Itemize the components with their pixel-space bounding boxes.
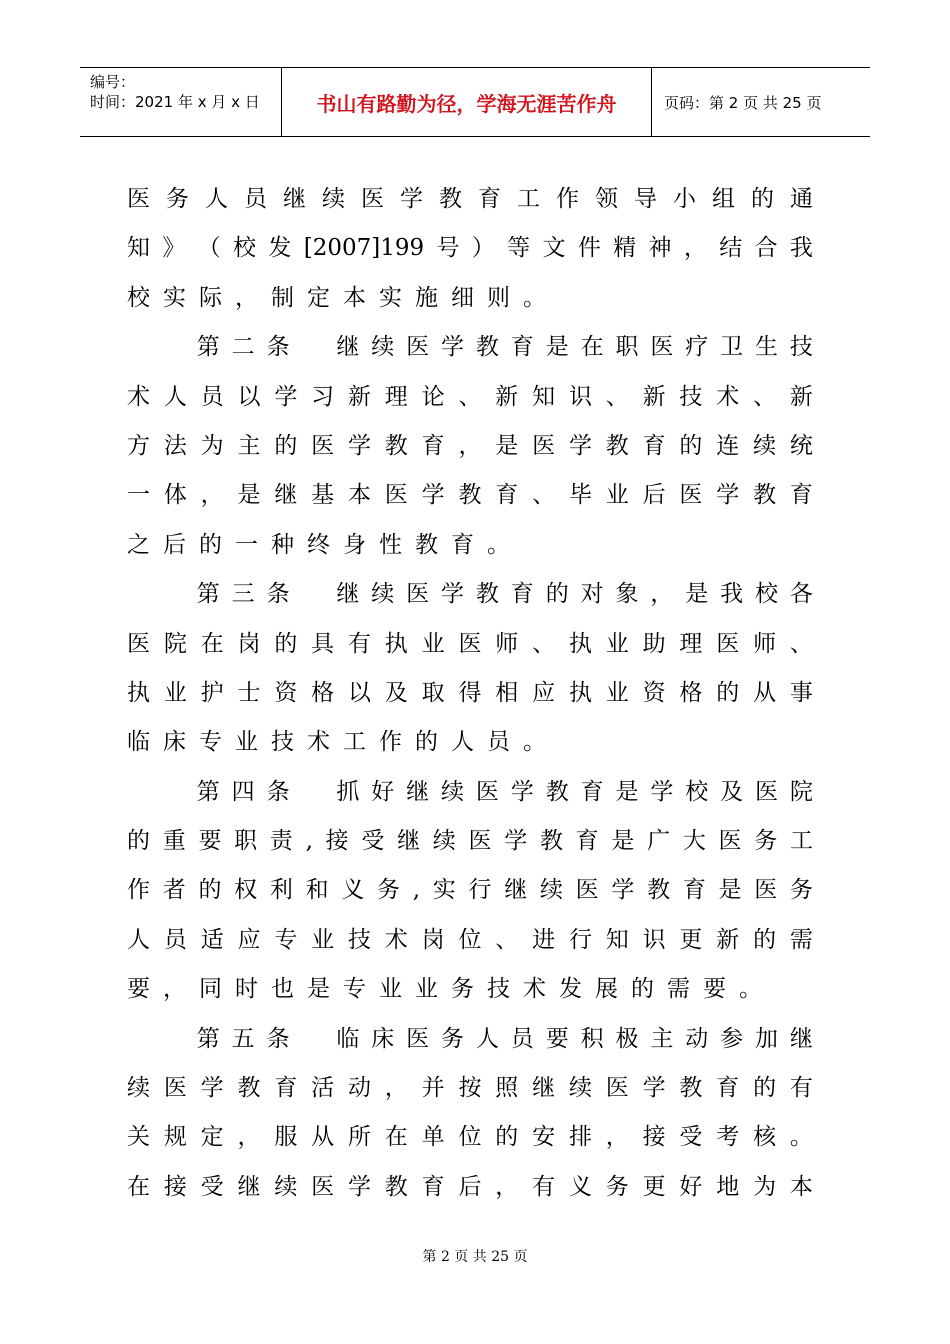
document-header — [80, 67, 870, 137]
body-line: 第 三 条 继 续 医 学 教 育 的 对 象 ， 是 我 校 各 — [196, 581, 813, 608]
body-line: 术 人 员 以 学 习 新 理 论 、 新 知 识 、 新 技 术 、 新 — [127, 383, 813, 410]
body-line: 关 规 定 ， 服 从 所 在 单 位 的 安 排 ， 接 受 考 核 。 — [127, 1124, 813, 1151]
body-line: 执 业 护 士 资 格 以 及 取 得 相 应 执 业 资 格 的 从 事 — [127, 679, 813, 706]
body-line: 一 体 ， 是 继 基 本 医 学 教 育 、 毕 业 后 医 学 教 育 — [127, 482, 813, 509]
document-body — [127, 175, 813, 1212]
time-label: 时间：2021 年 x 月 x 日 — [90, 93, 260, 111]
body-line: 作 者 的 权 利 和 义 务 , 实 行 继 续 医 学 教 育 是 医 务 — [127, 877, 813, 904]
header-page-info: 页码：第 2 页 共 25 页 — [664, 93, 822, 112]
header-meta — [80, 68, 282, 136]
page-footer: 第 2 页 共 25 页 — [422, 1249, 528, 1265]
body-line: 医 院 在 岗 的 具 有 执 业 医 师 、 执 业 助 理 医 师 、 — [127, 630, 813, 657]
body-line: 人 员 适 应 专 业 技 术 岗 位 、 进 行 知 识 更 新 的 需 — [127, 926, 813, 953]
body-line: 的 重 要 职 责 , 接 受 继 续 医 学 教 育 是 广 大 医 务 工 — [127, 828, 813, 855]
body-line: 第 四 条 抓 好 继 续 医 学 教 育 是 学 校 及 医 院 — [196, 778, 813, 805]
number-label: 编号： — [90, 73, 136, 91]
body-line: 校 实 际 ， 制 定 本 实 施 细 则 。 — [127, 284, 546, 311]
body-line: 方 法 为 主 的 医 学 教 育 ， 是 医 学 教 育 的 连 续 统 — [127, 432, 813, 459]
header-motto: 书山有路勤为径，学海无涯苦作舟 — [282, 68, 652, 136]
body-line: 续 医 学 教 育 活 动 ， 并 按 照 继 续 医 学 教 育 的 有 — [127, 1075, 813, 1102]
body-line: 第 二 条 继 续 医 学 教 育 是 在 职 医 疗 卫 生 技 — [196, 334, 813, 361]
body-line: 要 ， 同 时 也 是 专 业 业 务 技 术 发 展 的 需 要 。 — [127, 976, 762, 1003]
body-line: 之 后 的 一 种 终 身 性 教 育 。 — [127, 531, 510, 558]
body-line: 知 》 （ 校 发 [2007]199 号 ） 等 文 件 精 神 ， 结 合 我 — [127, 235, 813, 262]
body-line: 在 接 受 继 续 医 学 教 育 后 ， 有 义 务 更 好 地 为 本 — [127, 1173, 813, 1200]
body-line: 临 床 专 业 技 术 工 作 的 人 员 。 — [127, 729, 546, 756]
body-line: 第 五 条 临 床 医 务 人 员 要 积 极 主 动 参 加 继 — [196, 1025, 813, 1052]
body-line: 医 务 人 员 继 续 医 学 教 育 工 作 领 导 小 组 的 通 — [127, 186, 813, 212]
